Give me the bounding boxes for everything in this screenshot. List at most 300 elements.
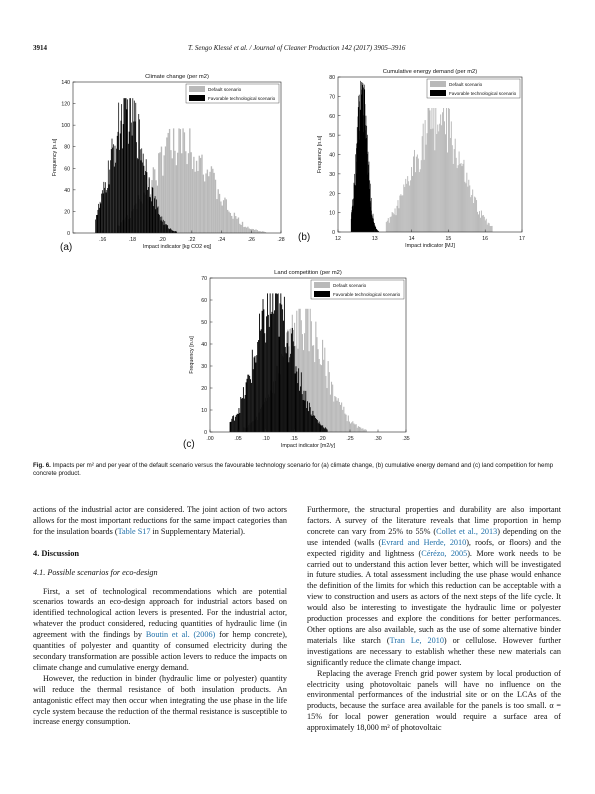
histogram-bar [236, 219, 237, 233]
histogram-bar [461, 163, 462, 232]
histogram-bar [254, 230, 255, 233]
histogram-bar [482, 216, 483, 232]
histogram-bar [193, 157, 194, 233]
histogram-bar [483, 215, 484, 232]
y-tick-label: 0 [204, 430, 207, 436]
histogram-bar [158, 206, 159, 233]
histogram-bar [302, 394, 303, 432]
histogram-bar [294, 346, 295, 432]
histogram-bar [435, 108, 436, 232]
histogram-bar [126, 98, 127, 233]
histogram-bar [312, 411, 313, 432]
histogram-bar [281, 305, 282, 432]
histogram-bar [255, 229, 256, 233]
histogram-bar [166, 224, 167, 233]
legend-label: Favorable technological scenario [333, 292, 401, 297]
header-page-number: 3914 [33, 44, 47, 52]
histogram-bar [362, 428, 363, 432]
histogram-bar [129, 98, 130, 233]
histogram-bar [133, 122, 134, 233]
histogram-bar [320, 424, 321, 432]
histogram-bar [112, 139, 113, 233]
legend-swatch [189, 86, 205, 92]
histogram-bar [137, 158, 138, 233]
histogram-bar [468, 180, 469, 232]
histogram-bar [411, 167, 412, 232]
histogram-bar [197, 171, 198, 233]
histogram-bar [105, 182, 106, 233]
histogram-bar [177, 153, 178, 233]
histogram-bar [132, 136, 133, 233]
histogram-bar [122, 148, 123, 233]
histogram-bar [249, 228, 250, 233]
histogram-bar [114, 167, 115, 233]
histogram-bar [165, 224, 166, 233]
histogram-bar [402, 195, 403, 232]
y-tick-label: 40 [201, 342, 207, 348]
y-tick-label: 50 [329, 133, 335, 140]
histogram-bar [235, 216, 236, 233]
histogram-bar [212, 169, 213, 233]
histogram-bar [337, 401, 338, 432]
histogram-bar [258, 340, 259, 432]
y-tick-label: 140 [61, 80, 70, 86]
histogram-bar [418, 159, 419, 232]
histogram-bar [251, 383, 252, 432]
x-tick-label: 16 [482, 236, 489, 242]
histogram-bar [102, 190, 103, 233]
histogram-bar [348, 415, 349, 432]
histogram-bar [253, 229, 254, 233]
histogram-bar [203, 175, 204, 233]
histogram-bar [178, 128, 179, 233]
histogram-bar [443, 108, 444, 232]
histogram-bar [223, 200, 224, 233]
y-axis-label: Frequency [n.u] [52, 138, 58, 177]
histogram-bar [430, 129, 431, 232]
histogram-bar [144, 166, 145, 233]
histogram-bar [99, 208, 100, 233]
histogram-bar [211, 166, 212, 233]
histogram-bar [261, 329, 262, 432]
histogram-bar [285, 347, 286, 432]
histogram-bar [476, 200, 477, 232]
histogram-bar [167, 225, 168, 233]
y-tick-label: 60 [329, 113, 335, 120]
histogram-bar [243, 227, 244, 233]
histogram-bar [103, 193, 104, 233]
histogram-bar [311, 415, 312, 432]
histogram-bar [204, 181, 205, 233]
histogram-bar [125, 98, 126, 233]
histogram-bar [399, 196, 400, 232]
header-citation: T. Sengo Klessé et al. / Journal of Cleaner Production 142 (2017) 3905–3916 [188, 44, 406, 52]
link-evrard[interactable]: Evrard and Herde, 2010 [381, 537, 467, 547]
histogram-bar [328, 361, 329, 432]
histogram-bar [316, 419, 317, 432]
histogram-bar [170, 229, 171, 233]
histogram-bar [230, 422, 231, 432]
y-tick-label: 10 [201, 408, 207, 414]
histogram-bar [484, 217, 485, 232]
panel-label: (b) [298, 232, 311, 243]
link-boutin[interactable]: Boutin et al. (2006) [145, 630, 216, 640]
histogram-bar [246, 382, 247, 432]
histogram-bar [359, 427, 360, 432]
histogram-bar [433, 108, 434, 232]
histogram-bar [289, 357, 290, 432]
histogram-bar [117, 136, 118, 233]
histogram-bar [119, 150, 120, 233]
histogram-bar [441, 125, 442, 232]
histogram-bar [392, 212, 393, 232]
histogram-bar [170, 150, 171, 233]
histogram-bar [228, 212, 229, 233]
histogram-bar [222, 206, 223, 233]
histogram-bar [330, 395, 331, 432]
histogram-bar [147, 172, 148, 233]
histogram-bar [141, 148, 142, 233]
histogram-bar [140, 149, 141, 233]
y-tick-label: 20 [329, 191, 335, 198]
histogram-bar [195, 172, 196, 233]
histogram-bar [339, 402, 340, 432]
histogram-bar [209, 172, 210, 233]
x-tick-label: .30 [374, 436, 382, 442]
histogram-bar [115, 163, 116, 233]
histogram-bar [106, 190, 107, 233]
histogram-bar [173, 231, 174, 233]
x-tick-label: .16 [99, 237, 107, 243]
histogram-bar [340, 405, 341, 432]
histogram-bar [269, 327, 270, 432]
histogram-bar [111, 149, 112, 233]
histogram-bar [417, 154, 418, 232]
histogram-bar [439, 124, 440, 232]
x-tick-label: .22 [188, 237, 196, 243]
histogram-bar [353, 423, 354, 432]
histogram-bar [366, 430, 367, 432]
histogram-bar [170, 228, 171, 233]
y-tick-label: 60 [201, 298, 207, 304]
histogram-bar [442, 112, 443, 232]
histogram-bar [107, 188, 108, 233]
histogram-bar [126, 109, 127, 233]
x-tick-label: .35 [402, 436, 410, 442]
histogram-bar [171, 230, 172, 233]
legend-swatch [430, 81, 446, 87]
histogram-bar [492, 226, 493, 232]
histogram-bar [129, 132, 130, 233]
histogram-bar [240, 225, 241, 233]
histogram-bar [100, 203, 101, 233]
y-tick-label: 0 [332, 230, 335, 236]
histogram-bar [233, 415, 234, 432]
histogram-bar [138, 114, 139, 233]
histogram-bar [232, 416, 233, 432]
histogram-bar [312, 416, 313, 432]
y-axis-label: Frequency [n.u] [317, 135, 323, 174]
histogram-bar [420, 169, 421, 232]
histogram-bar [419, 172, 420, 232]
histogram-bar [307, 401, 308, 432]
paragraph: actions of the industrial actor are considered. The joint action of two actors allows for the most important reductions for the same impact categories than for the insulation boards (Table S17 in Supplementary Material). [33, 505, 287, 536]
legend-label: Default scenario [333, 283, 367, 288]
histogram-bar [264, 333, 265, 432]
histogram-bar [182, 128, 183, 233]
histogram-bar [474, 197, 475, 232]
histogram-bar [146, 159, 147, 233]
histogram-bar [104, 188, 105, 233]
histogram-bar [173, 231, 174, 233]
histogram-bar [257, 342, 258, 432]
histogram-bar [481, 211, 482, 232]
x-tick-label: .05 [234, 436, 242, 442]
paragraph: Furthermore, the structural properties and durability are also important factors. A survey of the literature reveals that lime proportion in hemp concrete can vary from 25% to 55% (Collet et al., 2013) depending on the use intended (walls (Evrard and Herde, 2010), roofs, or floors) and the expected rigidity and lightness (Cérézo, 2005). More work needs to be carried out to understand this action lever better, which will be investigated in future studies. A total assessment including the use phase would enhance the definition of the limits for which this reduction can be acceptable with a view to construction and users as actors of the next steps of the life cycle. It would also be interesting to investigate the hydraulic lime or polyester production processes and explore the conditions for better performances. Other options are also available, such as the use of some alternative binder materials like starch (Tran Le, 2010) or cellulose. However further investigations are necessary to establish whether these new materials can significantly reduce the climate change impact. [307, 505, 562, 667]
histogram-bar [438, 131, 439, 232]
histogram-bar [450, 138, 451, 232]
histogram-bar [95, 220, 96, 233]
histogram-bar [234, 421, 235, 432]
histogram-bar [100, 202, 101, 233]
histogram-bar [486, 219, 487, 232]
histogram-bar [303, 400, 304, 432]
histogram-bar [327, 430, 328, 432]
chart-energy-demand [298, 69, 525, 249]
legend-label: Favorable technological scenario [208, 96, 276, 101]
histogram-bar [404, 187, 405, 232]
histogram-bar [479, 211, 480, 232]
histogram-bar [292, 328, 293, 432]
histogram-bar [239, 413, 240, 432]
histogram-bar [408, 181, 409, 232]
histogram-bar [144, 175, 145, 233]
histogram-bar [167, 225, 168, 233]
histogram-bar [354, 424, 355, 432]
histogram-bar [395, 208, 396, 232]
histogram-bar [96, 215, 97, 233]
histogram-bar [449, 109, 450, 232]
histogram-bar [401, 195, 402, 232]
histogram-bar [230, 422, 231, 432]
histogram-bar [150, 197, 151, 233]
histogram-bar [437, 125, 438, 232]
histogram-bar [236, 415, 237, 432]
histogram-bar [467, 187, 468, 232]
histogram-bar [121, 121, 122, 233]
histogram-bar [489, 223, 490, 232]
histogram-bar [205, 173, 206, 233]
panel-label: (a) [60, 242, 73, 253]
x-tick-label: 14 [408, 236, 415, 242]
histogram-bar [153, 206, 154, 233]
histogram-bar [141, 160, 142, 233]
histogram-bar [469, 185, 470, 232]
histogram-bar [168, 228, 169, 233]
section-heading: 4. Discussion [33, 548, 80, 558]
histogram-bar [279, 337, 280, 432]
histogram-bar [316, 337, 317, 432]
histogram-bar [288, 331, 289, 432]
histogram-bar [240, 397, 241, 432]
histogram-bar [389, 223, 390, 232]
histogram-bar [457, 168, 458, 232]
histogram-bar [320, 425, 321, 432]
y-tick-label: 120 [61, 101, 70, 108]
histogram-bar [253, 369, 254, 432]
histogram-bar [164, 221, 165, 233]
histogram-bar [98, 204, 99, 233]
histogram-bar [351, 422, 352, 432]
histogram-bar [470, 197, 471, 232]
histogram-bar [325, 427, 326, 432]
histogram-bar [249, 376, 250, 432]
histogram-bar [431, 108, 432, 232]
histogram-bar [173, 128, 174, 233]
legend-swatch [189, 95, 205, 101]
histogram-bar [397, 200, 398, 232]
histogram-bar [323, 427, 324, 432]
x-tick-label: .24 [217, 237, 226, 243]
histogram-bar [216, 199, 217, 233]
histogram-bar [386, 222, 387, 232]
histogram-bar [309, 403, 310, 432]
histogram-bar [247, 227, 248, 233]
histogram-bar [239, 224, 240, 233]
histogram-bar [257, 230, 258, 233]
histogram-bar [275, 293, 276, 432]
histogram-bar [424, 160, 425, 232]
histogram-bar [121, 104, 122, 233]
histogram-bar [248, 375, 249, 432]
histogram-bar [274, 310, 275, 432]
histogram-bar [448, 108, 449, 232]
histogram-bar [480, 218, 481, 232]
histogram-bar [333, 402, 334, 432]
histogram-bar [181, 153, 182, 233]
histogram-bar [154, 198, 155, 233]
left-column [33, 505, 287, 728]
histogram-bar [231, 216, 232, 233]
x-axis-label: Impact indicator [m2/y] [280, 443, 336, 449]
histogram-bar [263, 309, 264, 432]
histogram-bar [265, 343, 266, 432]
y-tick-label: 40 [64, 187, 70, 194]
histogram-bar [184, 132, 185, 233]
histogram-bar [475, 198, 476, 232]
histogram-bar [429, 108, 430, 232]
histogram-bar [315, 322, 316, 432]
histogram-bar [400, 194, 401, 232]
histogram-bar [230, 213, 231, 233]
histogram-bar [320, 364, 321, 432]
histogram-bar [332, 385, 333, 432]
histogram-bar [491, 226, 492, 232]
histogram-bar [300, 386, 301, 432]
histogram-bar [213, 173, 214, 233]
histogram-bar [325, 376, 326, 432]
histogram-bar [363, 430, 364, 432]
histogram-bar [255, 363, 256, 432]
histogram-bar [186, 164, 187, 233]
histogram-bar [473, 203, 474, 232]
y-axis-label: Frequency [n.u] [189, 336, 195, 374]
histogram-bar [315, 418, 316, 432]
histogram-bar [295, 373, 296, 432]
link-cerezo[interactable]: Cérézo, 2005 [421, 548, 468, 558]
y-tick-label: 30 [201, 364, 207, 370]
histogram-bar [199, 156, 200, 233]
histogram-bar [135, 103, 136, 233]
histogram-bar [478, 214, 479, 232]
link-table-s17[interactable]: Table S17 [117, 526, 151, 536]
histogram-bar [250, 379, 251, 432]
histogram-bar [305, 391, 306, 432]
y-tick-label: 70 [329, 94, 335, 101]
histogram-bar [272, 293, 273, 432]
histogram-bar [131, 123, 132, 233]
histogram-bar [487, 225, 488, 232]
histogram-bar [283, 321, 284, 432]
histogram-bar [185, 151, 186, 233]
x-tick-label: .20 [318, 436, 326, 442]
link-tran-le[interactable]: Tran Le, 2010 [389, 635, 444, 645]
histogram-bar [453, 164, 454, 232]
histogram-bar [136, 142, 137, 233]
histogram-bar [278, 293, 279, 432]
histogram-bar [286, 353, 287, 432]
chart-land-competition [183, 270, 410, 450]
histogram-bar [287, 343, 288, 432]
figure-caption [33, 462, 563, 478]
histogram-bar [238, 414, 239, 432]
histogram-bar [139, 119, 140, 233]
paragraph: However, the reduction in binder (hydraulic lime or polyester) quantity will reduce the thermal resistance of both insulation products. An antagonistic effect may then occur when integrating the use phase in the life cycle system because the reduction of the thermal resistance is susceptible to increase energy consumption. [33, 673, 287, 727]
histogram-bar [247, 375, 248, 432]
histogram-bar [490, 226, 491, 232]
histogram-bar [462, 164, 463, 232]
link-collet[interactable]: Collet et al., 2013 [436, 526, 498, 536]
histogram-bar [434, 150, 435, 232]
histogram-bar [200, 158, 201, 233]
histogram-bar [164, 225, 165, 233]
histogram-bar [422, 136, 423, 232]
caption-text: Impacts per m² and per year of the default scenario versus the favourable technology scenario for (a) climate change, (b) cumulative energy demand and (c) land competition for hemp concrete product. [33, 462, 554, 477]
histogram-bar [413, 156, 414, 232]
histogram-bar [323, 360, 324, 432]
histogram-bar [245, 227, 246, 233]
histogram-bar [268, 315, 269, 432]
histogram-bar [432, 129, 433, 232]
histogram-bar [290, 354, 291, 432]
histogram-bar [189, 128, 190, 233]
histogram-bar [429, 110, 430, 232]
histogram-bar [293, 341, 294, 432]
chart-title: Land competition (per m2) [274, 270, 342, 276]
histogram-bar [270, 293, 271, 432]
histogram-bar [455, 139, 456, 232]
paragraph: First, a set of technological recommendations which are potential scenarios towards an eco-design approach for industrial actors based on identified technological action levers is presented. For the industrial actor, whatever the product considered, reducing quantities of hydraulic lime (in agreement with the findings by Boutin et al. (2006) for hemp concrete), quantities of polyester and quantity of consumed electricity during the secondary transformation are possible action levers to reduce the impacts on climate change and cumulative energy demand. [33, 586, 287, 672]
histogram-bar [242, 222, 243, 233]
histogram-bar [426, 145, 427, 232]
histogram-bar [161, 220, 162, 233]
histogram-bar [256, 355, 257, 432]
histogram-bar [103, 182, 104, 233]
histogram-bar [358, 426, 359, 432]
histogram-bar [334, 396, 335, 432]
histogram-bar [280, 293, 281, 432]
histogram-bar [393, 213, 394, 232]
